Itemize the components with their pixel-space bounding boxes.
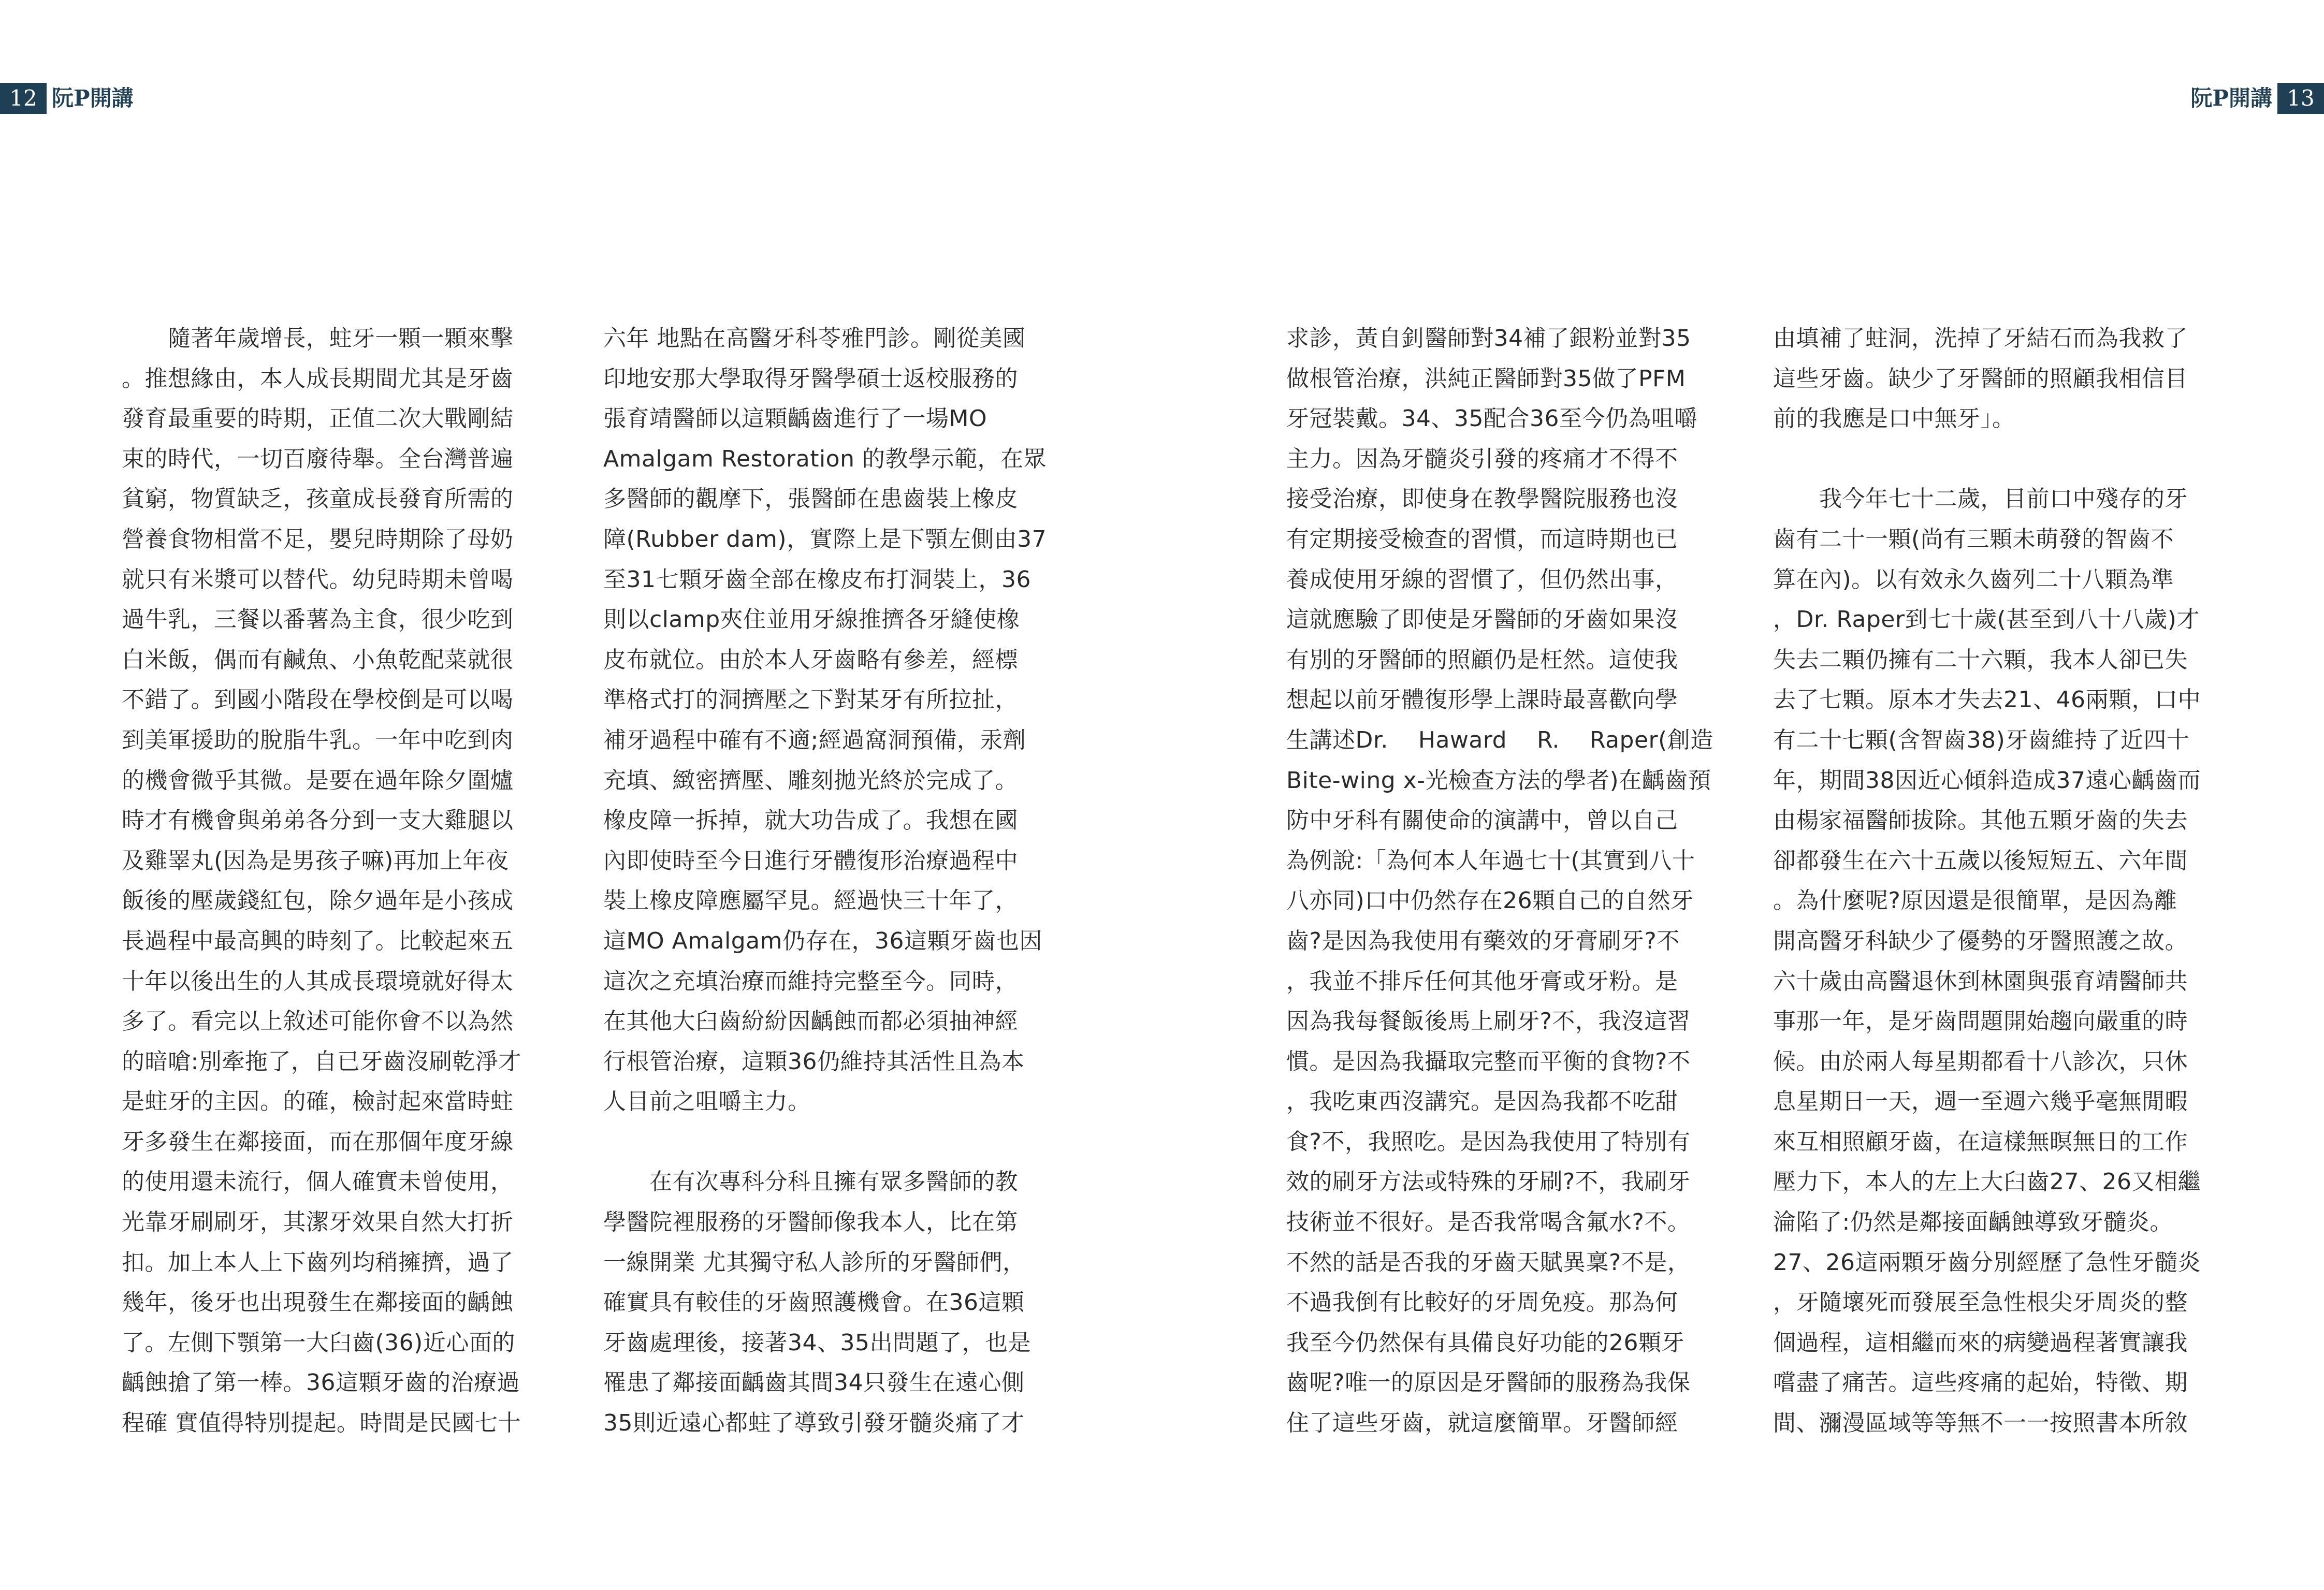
right-page <box>1162 0 2324 1590</box>
left-column-1 <box>122 318 567 1443</box>
right-page-number: 13 <box>2277 83 2324 114</box>
paragraph: 六年 地點在高醫牙科苓雅門診。剛從美國 印地安那大學取得牙醫學碩士返校服務的 張育靖醫師以這顆齲齒進行了一場MO Amalgam Restoration 的教學示範，在眾 多醫師的觀摩下，張醫師在患齒裝上橡皮 障(Rubber dam)，實際上是下顎左側由37 至31七顆牙齒全部在橡皮布打洞裝上，36 則以clamp夾住並用牙線推擠各牙縫使橡 皮布就位。由於本人牙齒略有參差，經標 準格式打的洞擠壓之下對某牙有所拉扯， 補牙過程中確有不適;經過窩洞預備，汞劑 充填、緻密擠壓、雕刻拋光終於完成了。 橡皮障一拆掉，就大功告成了。我想在國 內即使時至今日進行牙體復形治療過程中 裝上橡皮障應屬罕見。經過快三十年了， 這MO Amalgam仍存在，36這顆牙齒也因 這次之充填治療而維持完整至今。同時， 在其他大臼齒紛紛因齲蝕而都必須抽神經 行根管治療，這顆36仍維持其活性且為本 人目前之咀嚼主力。 <box>603 325 1047 1115</box>
paragraph: 我今年七十二歲，目前口中殘存的牙 齒有二十一顆(尚有三顆未萌發的智齒不 算在內)。以有效永久齒列二十八顆為準 ，Dr. Raper到七十歲(甚至到八十八歲)才 失去二顆仍擁有二十六顆，我本人卻已失 去了七顆。原本才失去21、46兩顆，口中 有二十七顆(含智齒38)牙齒維持了近四十 年，期間38因近心傾斜造成37遠心齲齒而 由楊家福醫師拔除。其他五顆牙齒的失去 卻都發生在六十五歲以後短短五、六年間 。為什麼呢?原因還是很簡單，是因為離 開高醫牙科缺少了優勢的牙醫照護之故。 六十歲由高醫退休到林園與張育靖醫師共 事那一年，是牙齒問題開始趨向嚴重的時 候。由於兩人每星期都看十八診次，只休 息星期日一天，週一至週六幾乎毫無閒暇 來互相照顧牙齒，在這樣無暝無日的工作 壓力下，本人的左上大臼齒27、26又相繼 淪陷了:仍然是鄰接面齲蝕導致牙髓炎。 27、26這兩顆牙齒分別經歷了急性牙髓炎 ，牙隨壞死而發展至急性根尖牙周炎的整 個過程，這相繼而來的病變過程著實讓我 嚐盡了痛苦。這些疼痛的起始，特徵、期 間、瀰漫區域等等無不一一按照書本所敘 <box>1773 486 2201 1437</box>
right-running-title: 阮P開講 <box>2190 85 2272 111</box>
left-page-number: 12 <box>0 83 47 114</box>
right-column-2 <box>1773 318 2218 1443</box>
left-column-2 <box>603 318 1049 1443</box>
paragraph: 隨著年歲增長，蛀牙一顆一顆來擊 。推想緣由，本人成長期間尤其是牙齒 發育最重要的時期，正值二次大戰剛結 束的時代，一切百廢待舉。全台灣普遍 貧窮，物質缺乏，孩童成長發育所需的 營養食物相當不足，嬰兒時期除了母奶 就只有米漿可以替代。幼兒時期未曾喝 過牛乳，三餐以番薯為主食，很少吃到 白米飯，偶而有鹹魚、小魚乾配菜就很 不錯了。到國小階段在學校倒是可以喝 到美軍援助的脫脂牛乳。一年中吃到肉 的機會微乎其微。是要在過年除夕圍爐 時才有機會與弟弟各分到一支大雞腿以 及雞睪丸(因為是男孩子嘛)再加上年夜 飯後的壓歲錢紅包，除夕過年是小孩成 長過程中最高興的時刻了。比較起來五 十年以後出生的人其成長環境就好得太 多了。看完以上敘述可能你會不以為然 的暗嗆:別牽拖了，自已牙齒沒刷乾淨才 是蛀牙的主因。的確，檢討起來當時蛀 牙多發生在鄰接面，而在那個年度牙線 的使用還未流行，個人確實未曾使用， 光靠牙刷刷牙，其潔牙效果自然大打折 扣。加上本人上下齒列均稍擁擠，過了 幾年，後牙也出現發生在鄰接面的齲蝕 了。左側下顎第一大臼齒(36)近心面的 齲蝕搶了第一棒。36這顆牙齒的治療過 程確 實值得特別提起。時間是民國七十 <box>122 325 521 1437</box>
paragraph-spacer <box>1773 439 2218 479</box>
paragraph: 由填補了蛀洞，洗掉了牙結石而為我救了 這些牙齒。缺少了牙醫師的照顧我相信目 前的我應是口中無牙」。 <box>1773 325 2188 432</box>
paragraph: 在有次專科分科且擁有眾多醫師的教 學醫院裡服務的牙醫師像我本人，比在第 一線開業 尤其獨守私人診所的牙醫師們， 確實具有較佳的牙齒照護機會。在36這顆 牙齒處理後，接著34、35出問題了，也是 罹患了鄰接面齲齒其間34只發生在遠心側 35則近遠心都蛀了導致引發牙髓炎痛了才 <box>603 1169 1031 1437</box>
left-running-head <box>0 83 139 114</box>
right-column-1 <box>1286 318 1732 1443</box>
right-running-head <box>2185 83 2324 114</box>
left-running-title: 阮P開講 <box>52 85 134 111</box>
paragraph-spacer <box>603 1122 1049 1162</box>
paragraph: 求診，黃自釗醫師對34補了銀粉並對35 做根管治療，洪純正醫師對35做了PFM 牙冠裝戴。34、35配合36至今仍為咀嚼 主力。因為牙髓炎引發的疼痛才不得不 接受治療，即使身在教學醫院服務也沒 有定期接受檢查的習慣，而這時期也已 養成使用牙線的習慣了，但仍然出事， 這就應驗了即使是牙醫師的牙齒如果沒 有別的牙醫師的照顧仍是枉然。這使我 想起以前牙體復形學上課時最喜歡向學 生講述Dr. Haward R. Raper(創造 Bite-wing x-光檢查方法的學者)在齲齒預 防中牙科有關使命的演講中，曾以自己 為例說:「為何本人年過七十(其實到八十 八亦同)口中仍然存在26顆自己的自然牙 齒?是因為我使用有藥效的牙膏刷牙?不 ，我並不排斥任何其他牙膏或牙粉。是 因為我每餐飯後馬上刷牙?不，我沒這習 慣。是因為我攝取完整而平衡的食物?不 ，我吃東西沒講究。是因為我都不吃甜 食?不，我照吃。是因為我使用了特別有 效的刷牙方法或特殊的牙刷?不，我刷牙 技術並不很好。是否我常喝含氟水?不。 不然的話是否我的牙齒天賦異稟?不是， 不過我倒有比較好的牙周免疫。那為何 我至今仍然保有具備良好功能的26顆牙 齒呢?唯一的原因是牙醫師的服務為我保 住了這些牙齒，就這麼簡單。牙醫師經 <box>1286 325 1713 1437</box>
